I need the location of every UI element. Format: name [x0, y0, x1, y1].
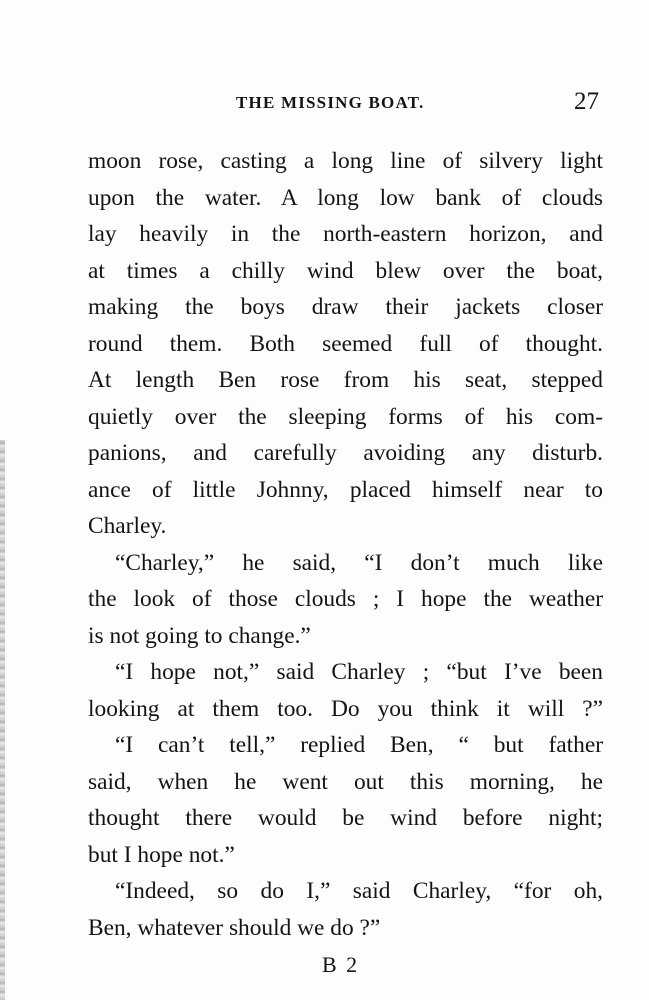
signature-mark: B 2	[322, 952, 360, 977]
text-line: quietly over the sleeping forms of his com-	[88, 403, 603, 430]
body-text	[88, 143, 603, 946]
page-edge-shadow	[0, 440, 5, 1000]
text-line: moon rose, casting a long line of silvery light	[88, 148, 603, 174]
text-line: At length Ben rose from his seat, stepped	[88, 367, 603, 393]
text-line: thought there would be wind before night;	[88, 805, 603, 831]
text-line: the look of those clouds ; I hope the weather	[88, 586, 603, 612]
text-line: ance of little Johnny, placed himself near to	[88, 476, 603, 503]
text-line: round them. Both seemed full of thought.	[88, 330, 603, 357]
running-title: THE MISSING BOAT.	[236, 93, 425, 112]
text-line: “I can’t tell,” replied Ben, “ but father	[115, 732, 603, 758]
text-line: but I hope not.”	[88, 841, 235, 868]
page-number: 27	[574, 88, 599, 115]
text-line: at times a chilly wind blew over the boat,	[88, 257, 603, 284]
text-line: is not going to change.”	[88, 622, 311, 649]
text-line: panions, and carefully avoiding any disturb.	[88, 440, 603, 466]
text-line: looking at them too. Do you think it will ?”	[88, 695, 603, 722]
text-line: “I hope not,” said Charley ; “but I’ve been	[115, 659, 603, 685]
text-line: said, when he went out this morning, he	[88, 768, 603, 795]
text-line: “Charley,” he said, “I don’t much like	[115, 549, 603, 576]
text-line: lay heavily in the north-eastern horizon, and	[88, 221, 603, 247]
text-line: Charley.	[88, 513, 167, 539]
text-line: Ben, whatever should we do ?”	[88, 914, 381, 941]
text-line: “Indeed, so do I,” said Charley, “for oh,	[115, 878, 603, 904]
text-line: making the boys draw their jackets closer	[88, 294, 603, 320]
text-line: upon the water. A long low bank of clouds	[88, 184, 603, 211]
